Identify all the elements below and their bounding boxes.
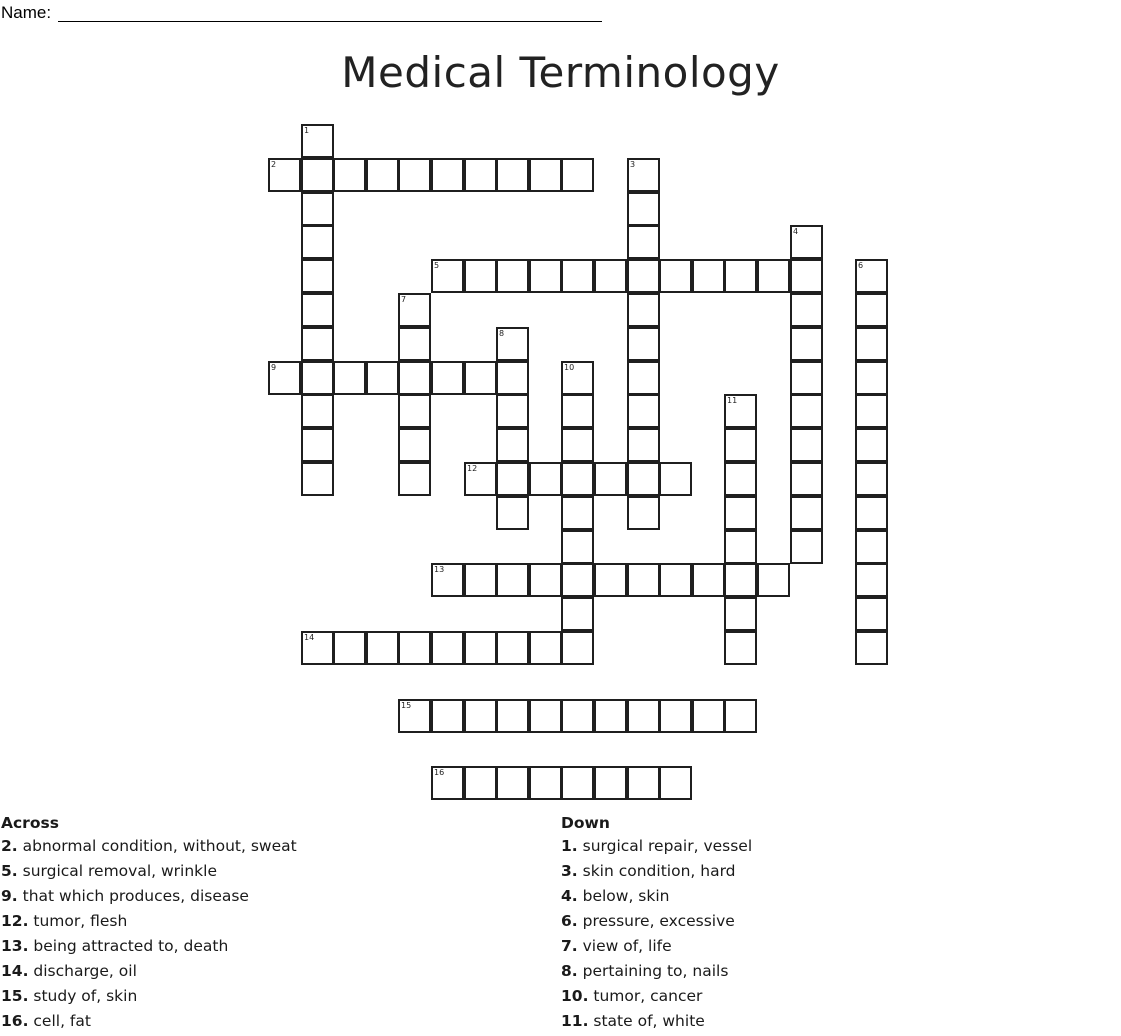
across-clue-text: tumor, flesh: [28, 912, 128, 930]
grid-cell[interactable]: [398, 699, 431, 733]
down-clue: [561, 834, 752, 859]
grid-cell[interactable]: [529, 631, 562, 665]
grid-cell[interactable]: [561, 597, 594, 631]
grid-cell[interactable]: [301, 192, 334, 226]
across-clue-number: 9.: [1, 887, 18, 905]
grid-cell[interactable]: [790, 327, 823, 361]
grid-cell[interactable]: [301, 225, 334, 259]
grid-cell[interactable]: [561, 530, 594, 564]
down-clue: [561, 909, 752, 934]
down-clue-number: 4.: [561, 887, 578, 905]
grid-cell[interactable]: [464, 361, 497, 395]
name-label-text: Name:: [1, 3, 52, 22]
grid-cell[interactable]: [301, 394, 334, 428]
down-clue-text: state of, white: [588, 1012, 705, 1030]
down-clue-text: tumor, cancer: [588, 987, 703, 1005]
across-clues: [1, 812, 297, 1034]
grid-cell[interactable]: [561, 361, 594, 395]
grid-cell[interactable]: [496, 327, 529, 361]
grid-cell[interactable]: [496, 699, 529, 733]
grid-cell[interactable]: [398, 327, 431, 361]
grid-cell[interactable]: [268, 158, 301, 192]
grid-cell[interactable]: [561, 631, 594, 665]
grid-cell[interactable]: [496, 462, 529, 496]
grid-cell[interactable]: [301, 158, 334, 192]
grid-cell[interactable]: [659, 462, 692, 496]
across-clue-text: study of, skin: [28, 987, 138, 1005]
grid-cell[interactable]: [301, 327, 334, 361]
grid-cell[interactable]: [627, 766, 660, 800]
grid-cell[interactable]: [855, 361, 888, 395]
grid-cell[interactable]: [790, 428, 823, 462]
across-clue: [1, 859, 297, 884]
cell-number: 5: [434, 261, 440, 270]
grid-cell[interactable]: [855, 631, 888, 665]
grid-cell[interactable]: [301, 259, 334, 293]
grid-cell[interactable]: [855, 563, 888, 597]
grid-cell[interactable]: [724, 631, 757, 665]
down-clue-number: 10.: [561, 987, 589, 1005]
across-clue-number: 15.: [1, 987, 29, 1005]
grid-cell[interactable]: [561, 259, 594, 293]
grid-cell[interactable]: [561, 428, 594, 462]
down-clue-number: 1.: [561, 837, 578, 855]
grid-cell[interactable]: [301, 428, 334, 462]
grid-cell[interactable]: [398, 631, 431, 665]
grid-cell[interactable]: [561, 462, 594, 496]
grid-cell[interactable]: [627, 158, 660, 192]
grid-cell[interactable]: [790, 293, 823, 327]
grid-cell[interactable]: [529, 259, 562, 293]
grid-cell[interactable]: [855, 597, 888, 631]
across-clue-number: 16.: [1, 1012, 29, 1030]
grid-cell[interactable]: [855, 293, 888, 327]
grid-cell[interactable]: [855, 394, 888, 428]
grid-cell[interactable]: [301, 361, 334, 395]
grid-cell[interactable]: [464, 699, 497, 733]
across-clue-number: 14.: [1, 962, 29, 980]
grid-cell[interactable]: [366, 631, 399, 665]
across-clue-text: abnormal condition, without, sweat: [17, 837, 297, 855]
down-heading: Down: [561, 814, 610, 832]
grid-cell[interactable]: [398, 158, 431, 192]
grid-cell[interactable]: [724, 496, 757, 530]
grid-cell[interactable]: [627, 428, 660, 462]
across-clue-list: [1, 834, 297, 1034]
grid-cell[interactable]: [496, 563, 529, 597]
down-clue-number: 6.: [561, 912, 578, 930]
grid-cell[interactable]: [627, 259, 660, 293]
across-clue-text: being attracted to, death: [28, 937, 229, 955]
grid-cell[interactable]: [627, 361, 660, 395]
grid-cell[interactable]: [398, 462, 431, 496]
cell-number: 9: [271, 363, 277, 372]
across-clue: [1, 934, 297, 959]
grid-cell[interactable]: [333, 158, 366, 192]
grid-cell[interactable]: [659, 699, 692, 733]
grid-cell[interactable]: [529, 766, 562, 800]
grid-cell[interactable]: [496, 631, 529, 665]
grid-cell[interactable]: [790, 530, 823, 564]
grid-cell[interactable]: [724, 563, 757, 597]
grid-cell[interactable]: [627, 563, 660, 597]
grid-cell[interactable]: [496, 259, 529, 293]
grid-cell[interactable]: [431, 361, 464, 395]
cell-number: 2: [271, 160, 277, 169]
grid-cell[interactable]: [790, 225, 823, 259]
cell-number: 1: [304, 126, 310, 135]
grid-cell[interactable]: [464, 766, 497, 800]
grid-cell[interactable]: [594, 699, 627, 733]
across-clue-text: that which produces, disease: [17, 887, 249, 905]
across-clue: [1, 884, 297, 909]
down-clue: [561, 884, 752, 909]
grid-cell[interactable]: [366, 361, 399, 395]
grid-cell[interactable]: [627, 394, 660, 428]
across-clue-number: 2.: [1, 837, 18, 855]
grid-cell[interactable]: [464, 158, 497, 192]
grid-cell[interactable]: [627, 293, 660, 327]
grid-cell[interactable]: [561, 158, 594, 192]
grid-cell[interactable]: [496, 766, 529, 800]
across-heading: Across: [1, 814, 59, 832]
down-clue-text: skin condition, hard: [577, 862, 736, 880]
grid-cell[interactable]: [431, 563, 464, 597]
grid-cell[interactable]: [724, 428, 757, 462]
across-clue: [1, 909, 297, 934]
across-clue: [1, 1009, 297, 1034]
grid-cell[interactable]: [496, 496, 529, 530]
grid-cell[interactable]: [627, 327, 660, 361]
cell-number: 16: [434, 768, 445, 777]
grid-cell[interactable]: [594, 766, 627, 800]
down-clue-text: pressure, excessive: [577, 912, 735, 930]
grid-cell[interactable]: [724, 259, 757, 293]
grid-cell[interactable]: [333, 361, 366, 395]
cell-number: 7: [401, 295, 407, 304]
grid-cell[interactable]: [529, 699, 562, 733]
grid-cell[interactable]: [724, 462, 757, 496]
grid-cell[interactable]: [561, 496, 594, 530]
grid-cell[interactable]: [724, 699, 757, 733]
grid-cell[interactable]: [561, 394, 594, 428]
grid-cell[interactable]: [301, 631, 334, 665]
grid-cell[interactable]: [724, 597, 757, 631]
grid-cell[interactable]: [464, 631, 497, 665]
grid-cell[interactable]: [855, 496, 888, 530]
grid-cell[interactable]: [301, 124, 334, 158]
cell-number: 6: [858, 261, 864, 270]
grid-cell[interactable]: [855, 259, 888, 293]
down-clue-list: [561, 834, 752, 1034]
cell-number: 15: [401, 701, 412, 710]
down-clue-number: 7.: [561, 937, 578, 955]
cell-number: 14: [304, 633, 315, 642]
down-clue: [561, 1009, 752, 1034]
grid-cell[interactable]: [333, 631, 366, 665]
grid-cell[interactable]: [398, 428, 431, 462]
cell-number: 13: [434, 565, 445, 574]
grid-cell[interactable]: [366, 158, 399, 192]
grid-cell[interactable]: [301, 462, 334, 496]
across-clue-number: 12.: [1, 912, 29, 930]
grid-cell[interactable]: [464, 563, 497, 597]
cell-number: 4: [793, 227, 799, 236]
grid-cell[interactable]: [529, 462, 562, 496]
name-blank-line[interactable]: [58, 21, 602, 22]
across-clue: [1, 834, 297, 859]
grid-cell[interactable]: [301, 293, 334, 327]
grid-cell[interactable]: [529, 158, 562, 192]
grid-cell[interactable]: [431, 259, 464, 293]
across-clue-text: discharge, oil: [28, 962, 137, 980]
across-clue-number: 5.: [1, 862, 18, 880]
grid-cell[interactable]: [627, 192, 660, 226]
grid-cell[interactable]: [398, 394, 431, 428]
grid-cell[interactable]: [659, 563, 692, 597]
grid-cell[interactable]: [496, 361, 529, 395]
cell-number: 11: [727, 396, 738, 405]
grid-cell[interactable]: [431, 158, 464, 192]
down-clue: [561, 984, 752, 1009]
down-clue-text: view of, life: [577, 937, 672, 955]
across-clue: [1, 959, 297, 984]
grid-cell[interactable]: [692, 563, 725, 597]
cell-number: 8: [499, 329, 505, 338]
down-clues: [561, 812, 752, 1034]
grid-cell[interactable]: [692, 259, 725, 293]
grid-cell[interactable]: [627, 496, 660, 530]
grid-cell[interactable]: [757, 259, 790, 293]
page-title: Medical Terminology: [341, 48, 780, 97]
grid-cell[interactable]: [855, 462, 888, 496]
cell-number: 10: [564, 363, 575, 372]
grid-cell[interactable]: [757, 563, 790, 597]
grid-cell[interactable]: [561, 699, 594, 733]
grid-cell[interactable]: [464, 462, 497, 496]
grid-cell[interactable]: [790, 462, 823, 496]
grid-cell[interactable]: [398, 361, 431, 395]
down-clue-number: 8.: [561, 962, 578, 980]
grid-cell[interactable]: [431, 631, 464, 665]
across-clue-text: cell, fat: [28, 1012, 91, 1030]
grid-cell[interactable]: [692, 699, 725, 733]
grid-cell[interactable]: [627, 699, 660, 733]
grid-cell[interactable]: [627, 462, 660, 496]
down-clue: [561, 934, 752, 959]
down-clue-number: 3.: [561, 862, 578, 880]
grid-cell[interactable]: [790, 496, 823, 530]
grid-cell[interactable]: [496, 394, 529, 428]
across-clue: [1, 984, 297, 1009]
grid-cell[interactable]: [594, 259, 627, 293]
grid-cell[interactable]: [855, 530, 888, 564]
down-clue-text: surgical repair, vessel: [577, 837, 753, 855]
grid-cell[interactable]: [594, 563, 627, 597]
name-label: [1, 3, 51, 23]
grid-cell[interactable]: [464, 259, 497, 293]
grid-cell[interactable]: [268, 361, 301, 395]
grid-cell[interactable]: [659, 766, 692, 800]
grid-cell[interactable]: [594, 462, 627, 496]
across-clue-text: surgical removal, wrinkle: [17, 862, 217, 880]
grid-cell[interactable]: [496, 428, 529, 462]
grid-cell[interactable]: [529, 563, 562, 597]
grid-cell[interactable]: [561, 563, 594, 597]
grid-cell[interactable]: [855, 428, 888, 462]
across-clue-number: 13.: [1, 937, 29, 955]
grid-cell[interactable]: [790, 361, 823, 395]
down-clue: [561, 859, 752, 884]
down-clue-number: 11.: [561, 1012, 589, 1030]
down-clue-text: below, skin: [577, 887, 670, 905]
grid-cell[interactable]: [561, 766, 594, 800]
grid-cell[interactable]: [724, 394, 757, 428]
grid-cell[interactable]: [431, 699, 464, 733]
grid-cell[interactable]: [790, 259, 823, 293]
down-clue-text: pertaining to, nails: [577, 962, 729, 980]
grid-cell[interactable]: [790, 394, 823, 428]
cell-number: 12: [467, 464, 478, 473]
down-clue: [561, 959, 752, 984]
grid-cell[interactable]: [855, 327, 888, 361]
grid-cell[interactable]: [724, 530, 757, 564]
grid-cell[interactable]: [496, 158, 529, 192]
grid-cell[interactable]: [627, 225, 660, 259]
grid-cell[interactable]: [659, 259, 692, 293]
grid-cell[interactable]: [431, 766, 464, 800]
grid-cell[interactable]: [398, 293, 431, 327]
cell-number: 3: [630, 160, 636, 169]
